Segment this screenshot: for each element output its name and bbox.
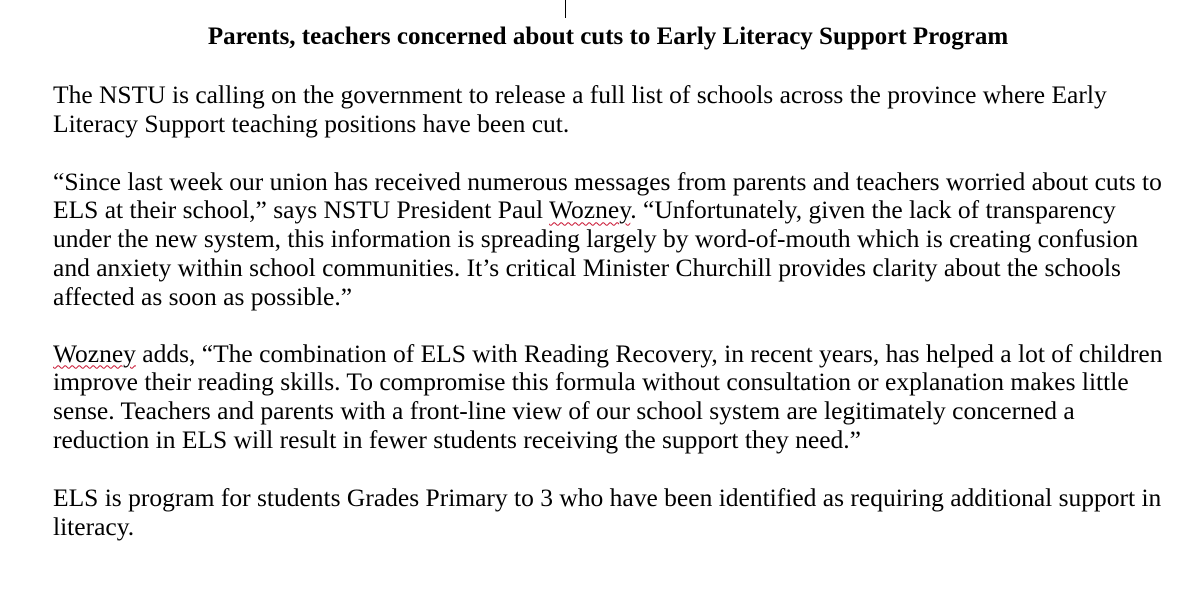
paragraph-quote-president: [53, 168, 1163, 312]
paragraph-intro: [53, 81, 1163, 139]
document-title: Parents, teachers concerned about cuts to Early Literacy Support Program: [207, 23, 1009, 50]
paragraph-els-definition: [53, 484, 1163, 542]
document-page: [53, 18, 1163, 541]
spellcheck-name-wozney[interactable]: Wozney: [549, 195, 631, 225]
paragraph-quote-reading-recovery: [53, 340, 1163, 455]
quote-part-1: “Since last week our union has received numerous messages from parents and teachers worried about cuts to ELS at their school,” says NSTU President Paul: [53, 166, 1162, 225]
els-definition-text: ELS is program for students Grades Primary to 3 who have been identified as requiring additional support in literacy.: [53, 482, 1162, 541]
spellcheck-name-wozney-2[interactable]: Wozney: [53, 338, 136, 368]
paragraph-intro-text: The NSTU is calling on the government to release a full list of schools across the province where Early Literacy Support teaching positions have been cut.: [53, 80, 1107, 138]
quote-part-2: . “Unfortunately, given the lack of transparency under the new system, this information is spreading largely by word-of-mouth which is creating confusion and anxiety within school communities. It’s critical Minister Churchill provides clarity about the schools affected as soon as possible.”: [53, 195, 1139, 311]
quote-reading-recovery-text: adds, “The combination of ELS with Reading Recovery, in recent years, has helped a lot of children improve their reading skills. To compromise this formula without consultation or explanation makes little sense. Teachers and parents with a front-line view of our school system are legitimately concerned a reduction in ELS will result in fewer students receiving the support they need.”: [53, 338, 1163, 454]
text-cursor: [565, 0, 566, 18]
